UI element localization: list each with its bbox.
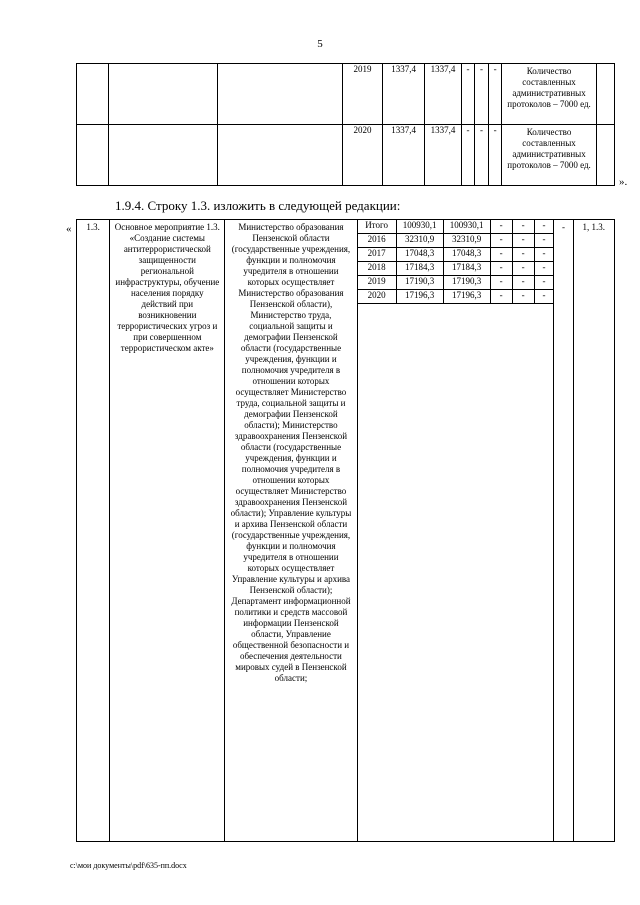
finance-row: 2020 17196,3 17196,3 - - - [358,290,554,304]
reference-cell: 1, 1.3. [573,220,614,842]
finance-row: 2018 17184,3 17184,3 - - - [358,262,554,276]
row-number: 1.3. [77,220,110,842]
finance-row: 2019 17190,3 17190,3 - - - [358,276,554,290]
indicator-dash: - [554,220,573,842]
row-1-3-table [76,219,615,842]
previous-table [76,63,615,186]
table-row: 2020 1337,4 1337,4 - - - Количество составленных административных протоколов – 7000 ед. [77,125,615,186]
finance-cell [357,220,554,842]
measure-cell: Основное мероприятие 1.3. «Создание системы антитеррористической защищенности региональной инфраструктуры, обучение населения порядку действий при возникновении террористических угроз и при совершенном террористическом акте» [110,220,225,842]
indicator-cell: Количество составленных административных протоколов – 7000 ед. [502,64,596,125]
section-heading: 1.9.4. Строку 1.3. изложить в следующей редакции: [115,198,401,213]
footer-path: c:\мои документы\pdf\635-пп.docx [70,861,187,870]
finance-row: 2016 32310,9 32310,9 - - - [358,234,554,248]
closing-quote: ». [619,176,628,188]
finance-row: 2017 17048,3 17048,3 - - - [358,248,554,262]
indicator-cell: Количество составленных административных протоколов – 7000 ед. [502,125,596,186]
opening-quote: « [66,223,72,235]
finance-row: Итого 100930,1 100930,1 - - - [358,220,554,234]
page-number: 5 [317,38,323,50]
table-row: 2019 1337,4 1337,4 - - - Количество составленных административных протоколов – 7000 ед. [77,64,615,125]
executors-cell: Министерство образования Пензенской области (государственные учреждения, функции и полномочия учредителя в отношении которых осуществляет Министерство образования Пензенской области), Министерство труда, социальной защиты и демографии Пензенской области (государственные учреждения, функции и полномочия учредителя в отношении которых осуществляет Министерство труда, социальной защиты и демографии Пензенской области); Министерство здравоохранения Пензенской области (государственные учреждения, функции и полномочия учредителя в отношении которых осуществляет Министерство здравоохранения Пензенской области); Управление культуры и архива Пензенской области (государственные учреждения, функции и полномочия учредителя в отношении которых осуществляет Управление культуры и архива Пензенской области); Департамент информационной политики и средств массовой информации Пензенской области, Управление общественной безопасности и обеспечения деятельности мировых судей в Пензенской области; [225,220,357,842]
table-row [77,220,615,842]
finance-table [358,220,554,304]
